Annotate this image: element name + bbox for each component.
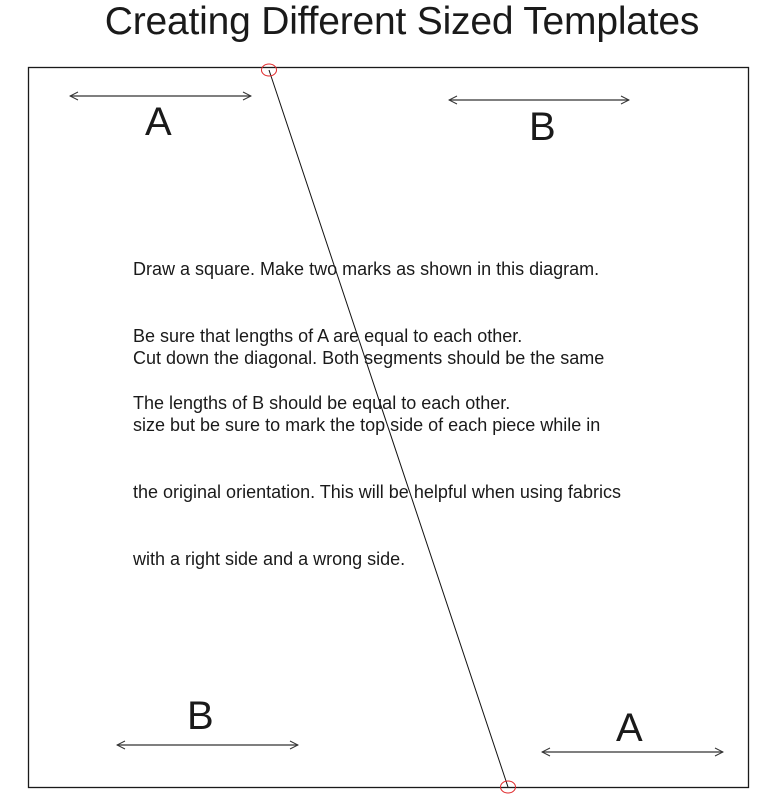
label-a-bottom: A [616,706,643,750]
instruction-line: the original orientation. This will be helpful when using fabrics [133,482,621,503]
page-title: Creating Different Sized Templates [104,0,700,43]
label-b-bottom: B [187,694,214,738]
instruction-line: with a right side and a wrong side. [133,549,406,570]
instruction-line: Draw a square. Make two marks as shown in this diagram. [133,258,600,279]
instruction-line: Cut down the diagonal. Both segments should be the same [133,347,605,368]
instruction-line: size but be sure to mark the top side of each piece while in [133,415,601,436]
label-b-top: B [529,105,556,149]
instructions-paragraph-2 [133,302,621,593]
label-a-top: A [145,100,172,144]
instruction-line: Be sure that lengths of A are equal to each other. [133,326,523,347]
instruction-line: The lengths of B should be equal to each other. [133,393,511,414]
